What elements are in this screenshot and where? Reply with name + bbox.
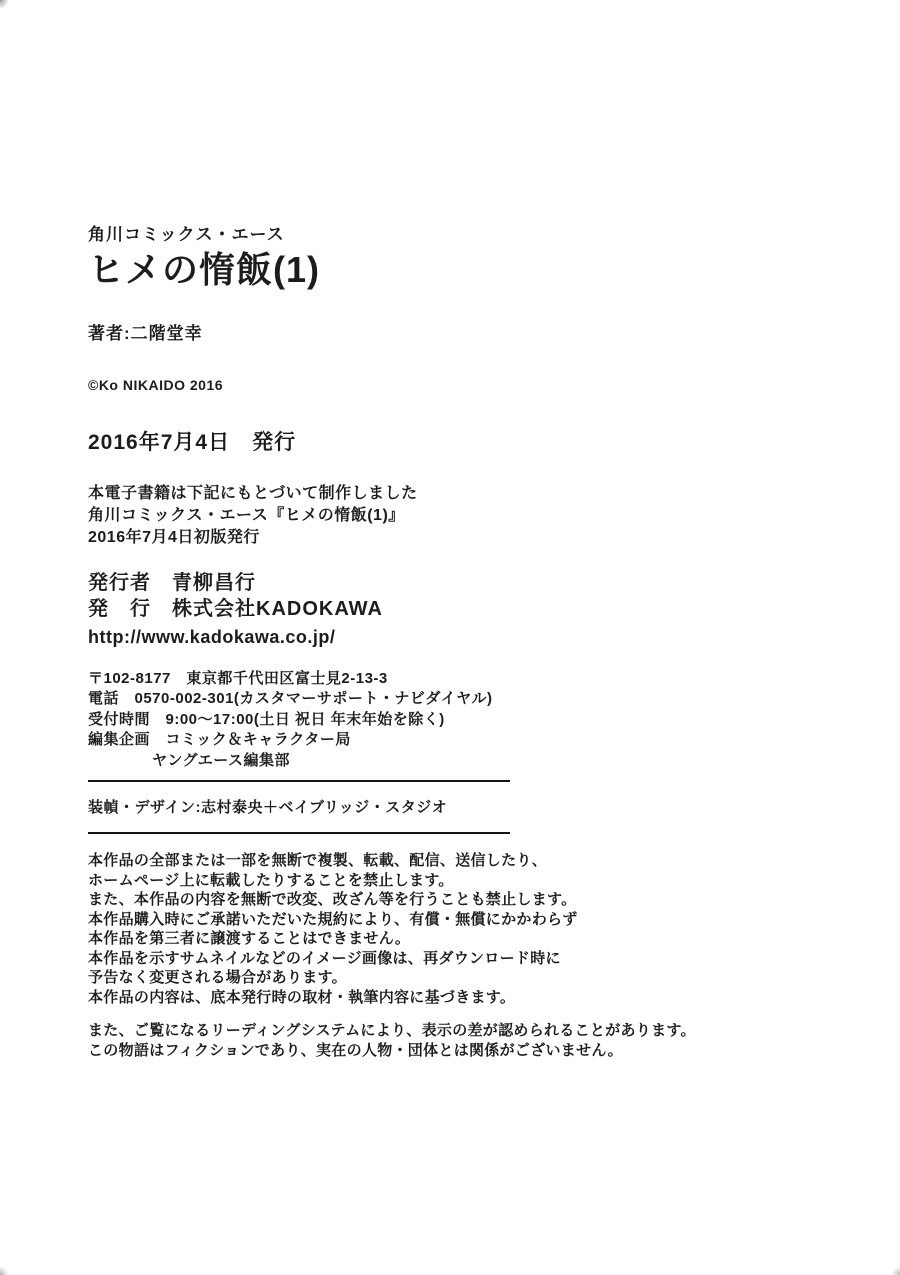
note-line: また、ご覧になるリーディングシステムにより、表示の差が認められることがあります。 <box>88 1022 696 1040</box>
scan-corner-mark <box>0 1263 12 1275</box>
divider-line <box>88 780 510 782</box>
scan-corner-mark <box>888 1263 900 1275</box>
book-title: ヒメの惰飯(1) <box>88 249 320 290</box>
contact-editing-dept: ヤングエース編集部 <box>152 751 291 769</box>
legal-line: 本作品購入時にご承諾いただいた規約により、有償・無償にかかわらず <box>88 910 578 928</box>
ebook-notice-line: 2016年7月4日初版発行 <box>88 528 260 546</box>
colophon-content <box>88 0 818 1060</box>
legal-line: 本作品を示すサムネイルなどのイメージ画像は、再ダウンロード時に <box>88 949 561 967</box>
author-line: 著者:二階堂幸 <box>88 323 203 343</box>
contact-address: 〒102-8177 東京都千代田区富士見2-13-3 <box>88 669 388 687</box>
note-line: この物語はフィクションであり、実在の人物・団体とは関係がございません。 <box>88 1041 623 1059</box>
imprint-label: 角川コミックス・エース <box>88 225 285 244</box>
divider-line <box>88 832 510 834</box>
publisher-block <box>88 570 818 650</box>
design-credit: 装幀・デザイン:志村泰央＋ベイブリッジ・スタジオ <box>88 799 448 817</box>
ebook-notice-line: 本電子書籍は下記にもとづいて制作しました <box>88 484 418 502</box>
publisher-company-line: 発 行 株式会社KADOKAWA <box>88 597 383 620</box>
publisher-url: http://www.kadokawa.co.jp/ <box>88 626 336 647</box>
legal-line: 本作品を第三者に譲渡することはできません。 <box>88 930 411 948</box>
ebook-notice <box>88 483 818 549</box>
contact-editing: 編集企画 コミック＆キャラクター局 <box>88 731 351 749</box>
contact-phone: 電話 0570-002-301(カスタマーサポート・ナビダイヤル) <box>88 690 493 708</box>
legal-text <box>88 851 818 1007</box>
contact-block <box>88 669 818 772</box>
publisher-person-line: 発行者 青柳昌行 <box>88 571 256 594</box>
legal-line: また、本作品の内容を無断で改変、改ざん等を行うことも禁止します。 <box>88 891 577 909</box>
issue-date: 2016年7月4日 発行 <box>88 430 297 454</box>
copyright-line: ©Ko NIKAIDO 2016 <box>88 376 224 393</box>
legal-line: 本作品の内容は、底本発行時の取材・執筆内容に基づきます。 <box>88 988 516 1006</box>
legal-line: 本作品の全部または一部を無断で複製、転載、配信、送信したり、 <box>88 852 548 870</box>
notes-text <box>88 1021 818 1060</box>
ebook-notice-line: 角川コミックス・エース『ヒメの惰飯(1)』 <box>88 506 405 524</box>
contact-hours: 受付時間 9:00～17:00(土日 祝日 年末年始を除く) <box>88 710 445 728</box>
legal-line: ホームページ上に転載したりすることを禁止します。 <box>88 871 454 889</box>
legal-line: 予告なく変更される場合があります。 <box>88 969 347 987</box>
scan-corner-mark <box>0 0 12 12</box>
